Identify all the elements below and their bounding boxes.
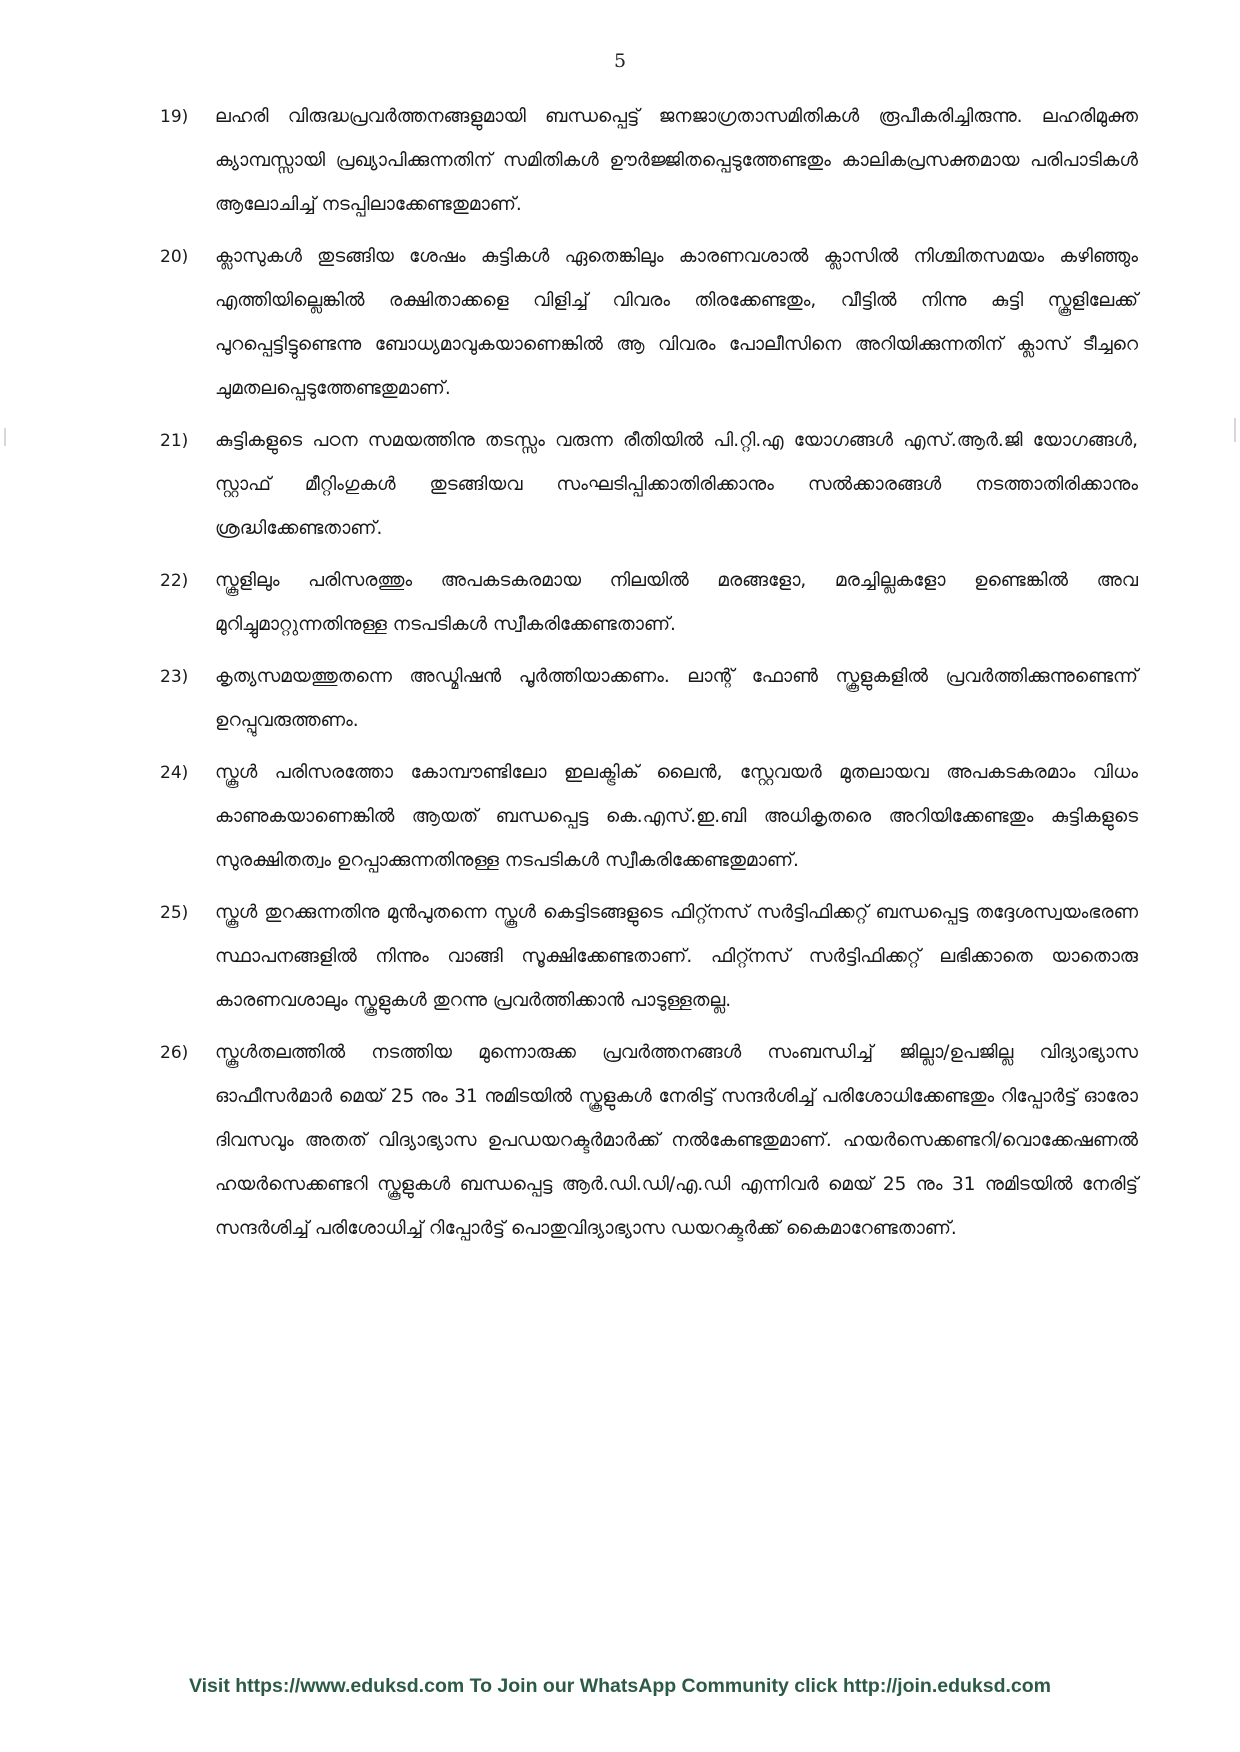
item-number: 20) <box>160 247 189 267</box>
list-item <box>160 235 1138 411</box>
list-item <box>160 891 1138 1023</box>
item-number: 23) <box>160 667 189 687</box>
list-item <box>160 751 1138 883</box>
item-number: 21) <box>160 431 189 451</box>
footer-link-text[interactable]: Visit https://www.eduksd.com To Join our WhatsApp Community click http://join.eduksd.com <box>188 1675 1052 1697</box>
item-text: സ്കൂൾ തുറക്കുന്നതിനു മുൻപുതന്നെ സ്കൂൾ കെട്ടിടങ്ങളുടെ ഫിറ്റ്നസ് സർട്ടിഫിക്കറ്റ് ബന്ധപ്പെട്ട തദ്ദേശസ്വയംഭരണ സ്ഥാപനങ്ങളിൽ നിന്നും വാങ്ങി സൂക്ഷിക്കേണ്ടതാണ്. ഫിറ്റ്നസ് സർട്ടിഫിക്കറ്റ് ലഭിക്കാതെ യാതൊരു കാരണവശാലും സ്കൂളുകൾ തുറന്നു പ്രവർത്തിക്കാൻ പാടുള്ളതല്ല. <box>215 902 1138 1011</box>
item-text: ലഹരി വിരുദ്ധപ്രവർത്തനങ്ങളുമായി ബന്ധപ്പെട്ട് ജനജാഗ്രതാസമിതികൾ രൂപീകരിച്ചിരുന്നു. ലഹരിമുക്ത ക്യാമ്പസ്സായി പ്രഖ്യാപിക്കുന്നതിന് സമിതികൾ ഊർജ്ജിതപ്പെടുത്തേണ്ടതും കാലികപ്രസക്തമായ പരിപാടികൾ ആലോചിച്ച് നടപ്പിലാക്കേണ്ടതുമാണ്. <box>215 106 1138 215</box>
scan-margin-mark <box>4 428 6 446</box>
list-item <box>160 1031 1138 1251</box>
item-text: കുട്ടികളുടെ പഠന സമയത്തിനു തടസ്സം വരുന്ന രീതിയിൽ പി.റ്റി.എ യോഗങ്ങൾ എസ്.ആർ.ജി യോഗങ്ങൾ, സ്റ്റാഫ് മീറ്റിംഗുകൾ തുടങ്ങിയവ സംഘടിപ്പിക്കാതിരിക്കാനും സൽക്കാരങ്ങൾ നടത്താതിരിക്കാനും ശ്രദ്ധിക്കേണ്ടതാണ്. <box>215 430 1138 539</box>
list-item <box>160 95 1138 227</box>
page-number: 5 <box>613 50 627 72</box>
item-text: ക്ലാസുകൾ തുടങ്ങിയ ശേഷം കുട്ടികൾ ഏതെങ്കിലും കാരണവശാൽ ക്ലാസിൽ നിശ്ചിതസമയം കഴിഞ്ഞും എത്തിയില്ലെങ്കിൽ രക്ഷിതാക്കളെ വിളിച്ച് വിവരം തിരക്കേണ്ടതും, വീട്ടിൽ നിന്നു കുട്ടി സ്കൂളിലേക്ക് പുറപ്പെട്ടിട്ടുണ്ടെന്നു ബോധ്യമാവുകയാണെങ്കിൽ ആ വിവരം പോലീസിനെ അറിയിക്കുന്നതിന് ക്ലാസ് ടീച്ചറെ ചുമതലപ്പെടുത്തേണ്ടതുമാണ്. <box>215 246 1138 399</box>
item-number: 22) <box>160 571 189 591</box>
item-text: സ്കൂൾ പരിസരത്തോ കോമ്പൗണ്ടിലോ ഇലക്ട്രിക് ലൈൻ, സ്റ്റേവയർ മുതലായവ അപകടകരമാം വിധം കാണുകയാണെങ്കിൽ ആയത് ബന്ധപ്പെട്ട കെ.എസ്.ഇ.ബി അധികൃതരെ അറിയിക്കേണ്ടതും കുട്ടികളുടെ സുരക്ഷിതത്വം ഉറപ്പാക്കുന്നതിനുള്ള നടപടികൾ സ്വീകരിക്കേണ്ടതുമാണ്. <box>215 762 1138 871</box>
item-number: 25) <box>160 903 189 923</box>
list-item <box>160 559 1138 647</box>
list-item <box>160 655 1138 743</box>
item-number: 24) <box>160 763 189 783</box>
scan-margin-mark <box>1234 418 1236 442</box>
list-item <box>160 419 1138 551</box>
item-text: സ്കൂളിലും പരിസരത്തും അപകടകരമായ നിലയിൽ മരങ്ങളോ, മരച്ചില്ലകളോ ഉണ്ടെങ്കിൽ അവ മുറിച്ചുമാറ്റുന്നതിനുള്ള നടപടികൾ സ്വീകരിക്കേണ്ടതാണ്. <box>215 570 1138 635</box>
item-number: 26) <box>160 1043 189 1063</box>
item-number: 19) <box>160 107 189 127</box>
item-text: സ്കൂൾതലത്തിൽ നടത്തിയ മുന്നൊരുക്ക പ്രവർത്തനങ്ങൾ സംബന്ധിച്ച് ജില്ലാ/ഉപജില്ല വിദ്യാഭ്യാസ ഓഫീസർമാർ മെയ് 25 നും 31 നുമിടയിൽ സ്കൂളുകൾ നേരിട്ട് സന്ദർശിച്ച് പരിശോധിക്കേണ്ടതും റിപ്പോർട്ട് ഓരോ ദിവസവും അതത് വിദ്യാഭ്യാസ ഉപഡയറക്ടർമാർക്ക് നൽകേണ്ടതുമാണ്. ഹയർസെക്കണ്ടറി/വൊക്കേഷണൽ ഹയർസെക്കണ്ടറി സ്കൂളുകൾ ബന്ധപ്പെട്ട ആർ.ഡി.ഡി/എ.ഡി എന്നിവർ മെയ് 25 നും 31 നുമിടയിൽ നേരിട്ട് സന്ദർശിച്ച് പരിശോധിച്ച് റിപ്പോർട്ട് പൊതുവിദ്യാഭ്യാസ ഡയറക്ടർക്ക് കൈമാറേണ്ടതാണ്. <box>215 1042 1138 1239</box>
instruction-list <box>160 95 1138 1259</box>
item-text: കൃത്യസമയത്തുതന്നെ അഡ്മിഷൻ പൂർത്തിയാക്കണം. ലാന്റ് ഫോൺ സ്കൂളുകളിൽ പ്രവർത്തിക്കുന്നുണ്ടെന്ന് ഉറപ്പുവരുത്തണം. <box>215 666 1138 731</box>
